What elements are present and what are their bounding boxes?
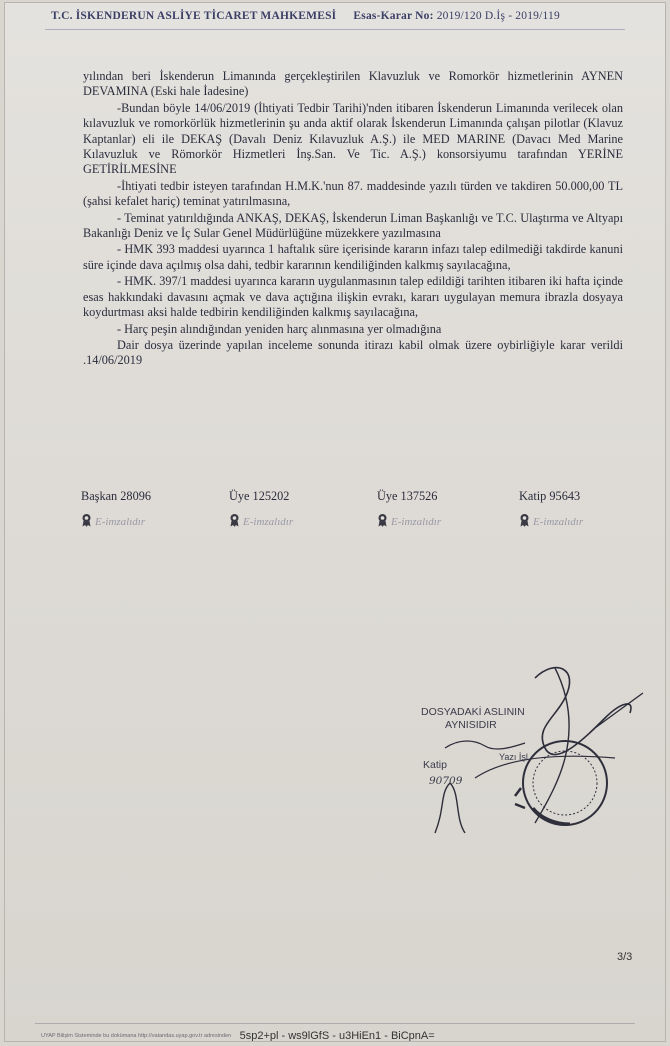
e-signature-seal-icon	[81, 513, 92, 527]
paragraph: - HMK. 397/1 maddesi uyarınca kararın uygulanmasının talep edildiği tarihten itibaren iki hafta içinde esas hakkındaki davasını açmak ve dava açtığına ilişkin evrakı, kararı uygulayan memura ibrazla dosyaya koydurtması aksi halde tedbirin kendiliğinden kalkmış sayılacağına,	[83, 274, 623, 320]
decision-body	[83, 69, 623, 370]
signer-role: Üye 125202	[229, 489, 290, 503]
stamp-number: 90709	[429, 775, 463, 787]
e-signature-seal-icon	[229, 513, 240, 527]
signer-role: Başkan 28096	[81, 489, 152, 503]
header-divider	[45, 29, 625, 30]
e-signature-text: E-imzalıdır	[533, 516, 584, 528]
stamp-yazi-isleri: Yazı İşl	[499, 752, 528, 762]
e-signature	[81, 513, 211, 528]
signer-role: Üye 137526	[377, 489, 438, 503]
paragraph: -İhtiyati tedbir isteyen tarafından H.M.K.'nun 87. maddesinde yazılı türden ve takdiren 50.000,00 TL (şahsi kefalet hariç) teminat yatırılmasına,	[83, 178, 623, 209]
e-signature-seal-icon	[519, 513, 530, 527]
paragraph: -Bundan böyle 14/06/2019 (İhtiyati Tedbir Tarihi)'nden itibaren İskenderun Limanında verilecek olan kılavuzluk ve romorkörlük hizmetlerinin şu anda aktif olarak İskenderun Limanında çalışan pilotlar (Klavuz Kaptanlar) eli ile DEKAŞ (Davalı Deniz Kılavuzluk A.Ş.) ile MED MARINE (Davacı Med Marine Kılavuzluk ve Römorkör Hizmetleri İnş.San. Ve Tic. A.Ş.) konsorsiyumu tarafından YERİNE GETİRİLMESİNE	[83, 100, 623, 177]
footer-divider	[35, 1023, 635, 1024]
e-signature-text: E-imzalıdır	[243, 516, 294, 528]
paragraph: Dair dosya üzerinde yapılan inceleme sonunda itirazı kabil olmak üzere oybirliğiyle karar verildi .14/06/2019	[83, 337, 623, 368]
paragraph: yılından beri İskenderun Limanında gerçekleştirilen Klavuzluk ve Romorkör hizmetlerinin AYNEN DEVAMINA (Eski hale İadesine)	[83, 69, 623, 99]
e-signature	[519, 513, 649, 528]
signature-block	[81, 489, 641, 537]
paragraph: - HMK 393 maddesi uyarınca 1 haftalık süre içerisinde kararın infazı talep edilmediği takdirde kanuni süre içinde dava açılmış olsa dahi, tedbir kararının kendiliğinden kalkmış sayılacağına,	[83, 242, 623, 272]
paragraph: - Teminat yatırıldığında ANKAŞ, DEKAŞ, İskenderun Liman Başkanlığı ve T.C. Ulaştırma ve Altyapı Bakanlığı Deniz ve İç Sular Genel Müdürlüğüne müzekkere yazılmasına	[83, 210, 623, 241]
certified-copy-stamp	[415, 658, 645, 848]
document-page	[4, 2, 666, 1042]
stamp-katip: Katip	[423, 759, 447, 771]
stamp-line-2: AYNISIDIR	[445, 719, 497, 731]
case-number	[353, 10, 560, 22]
verification-code: 5sp2+pl - ws9lGfS - u3HiEn1 - BiCpnA=	[239, 1029, 435, 1042]
signer-katip	[519, 489, 649, 528]
signer-role: Katip 95643	[519, 489, 581, 503]
signer-uye-1	[229, 489, 359, 528]
case-number-value: 2019/120 D.İş - 2019/119	[436, 10, 560, 22]
e-signature-seal-icon	[377, 513, 388, 527]
e-signature	[377, 513, 507, 528]
paragraph: - Harç peşin alındığından yeniden harç alınmasına yer olmadığına	[117, 321, 442, 336]
uyap-verification-note: UYAP Bilişim Sisteminde bu dokümana http://vatandas.uyap.gov.tr adresinden	[41, 1032, 232, 1039]
page-number: 3/3	[617, 951, 633, 963]
document-header	[51, 10, 611, 22]
court-name: T.C. İSKENDERUN ASLİYE TİCARET MAHKEMESİ	[51, 10, 337, 22]
signer-baskan	[81, 489, 211, 528]
e-signature-text: E-imzalıdır	[95, 516, 146, 528]
signer-uye-2	[377, 489, 507, 528]
handwritten-signature-icon	[415, 658, 645, 848]
case-number-label: Esas-Karar No:	[353, 10, 434, 22]
stamp-line-1: DOSYADAKİ ASLININ	[421, 706, 525, 718]
e-signature	[229, 513, 359, 528]
e-signature-text: E-imzalıdır	[391, 516, 442, 528]
document-footer	[41, 1027, 641, 1042]
